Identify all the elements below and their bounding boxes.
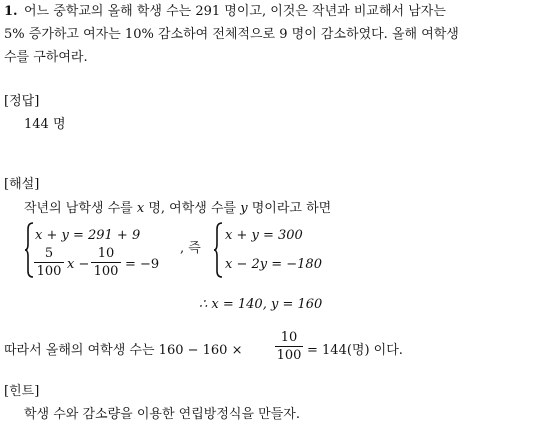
system1-eq1: x + y = 291 + 9 — [35, 228, 141, 243]
frac2-numerator: 10 — [91, 247, 121, 263]
problem-line-3: 수를 구하여라. — [4, 50, 88, 65]
system2-eq1: x + y = 300 — [225, 228, 303, 243]
left-brace-1 — [24, 222, 34, 278]
solution-intro — [24, 202, 331, 215]
left-brace-2 — [213, 222, 223, 278]
system1-frac-10-over-100 — [91, 247, 121, 278]
system2-eq2: x − 2y = −180 — [225, 257, 322, 272]
intro-var-x: x — [136, 201, 145, 216]
hint-label: [힌트] — [4, 384, 40, 399]
therefore-line: ∴ x = 140, y = 160 — [199, 297, 323, 312]
frac1-numerator: 5 — [34, 247, 64, 263]
problem-number: 1. — [4, 4, 18, 19]
connector-text: , 즉 — [180, 241, 201, 256]
system1-eq2-mid: x − — [67, 257, 90, 272]
answer-label: [정답] — [4, 94, 40, 109]
intro-text-3: 명이라고 하면 — [247, 201, 332, 216]
conclusion-frac-denominator: 100 — [276, 348, 302, 363]
system1-frac-5-over-100 — [34, 247, 64, 278]
problem-line-2: 5% 증가하고 여자는 10% 감소하여 전체적으로 9 명이 감소하였다. 올해 여학생 — [4, 27, 459, 42]
frac1-denominator: 100 — [36, 264, 62, 279]
conclusion-frac-10-over-100 — [275, 331, 303, 362]
frac2-denominator: 100 — [93, 264, 119, 279]
intro-var-y: y — [240, 201, 248, 216]
system1-eq2-end: = −9 — [125, 257, 160, 272]
conclusion-frac-numerator: 10 — [275, 331, 303, 347]
conclusion-text-1: 따라서 올해의 여학생 수는 160 − 160 × — [4, 343, 243, 358]
problem-line-1: 어느 중학교의 올해 학생 수는 291 명이고, 이것은 작년과 비교해서 남자는 — [24, 4, 446, 19]
hint-text: 학생 수와 감소량을 이용한 연립방정식을 만들자. — [24, 407, 300, 422]
solution-label: [해설] — [4, 177, 40, 192]
intro-text-2: 명, 여학생 수를 — [144, 201, 241, 216]
conclusion-text-2: = 144(명) 이다. — [307, 343, 403, 358]
answer-value: 144 명 — [24, 117, 66, 132]
intro-text-1: 작년의 남학생 수를 — [24, 201, 137, 216]
